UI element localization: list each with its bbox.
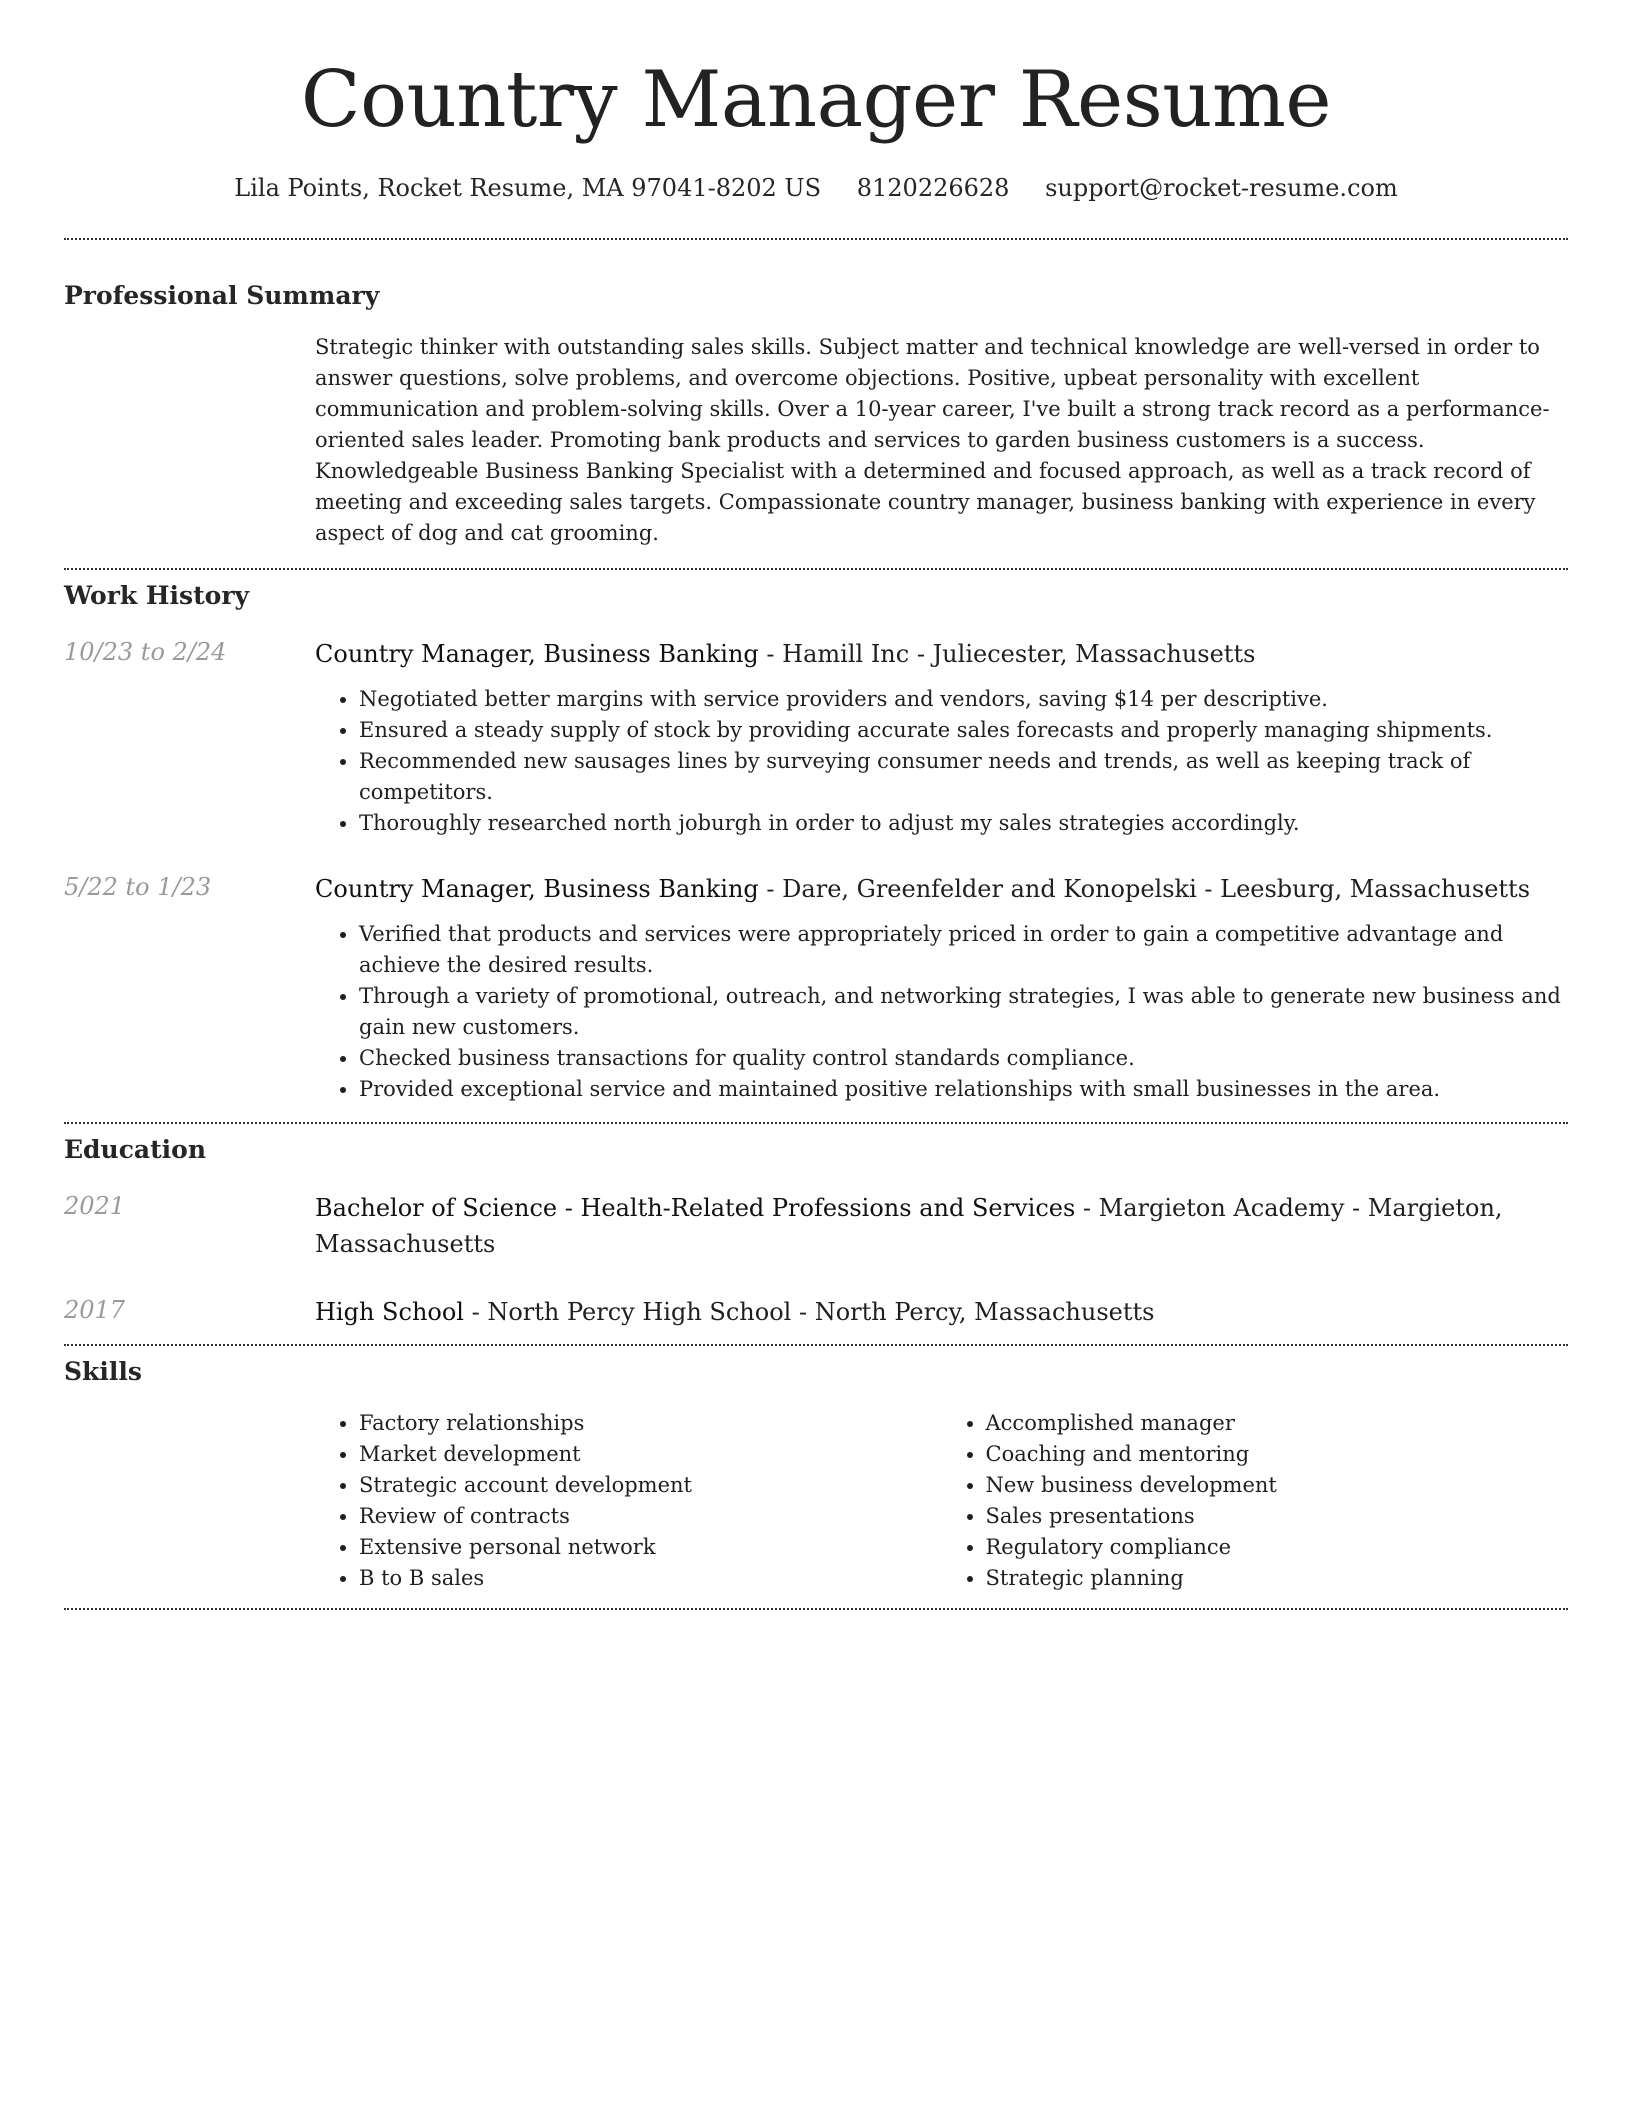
skill-item: • Market development	[359, 1439, 942, 1470]
job-title	[315, 871, 1568, 907]
list-item: • Ensured a steady supply of stock by providing accurate sales forecasts and properly managing shipments.	[359, 715, 1568, 746]
work-history-section	[64, 580, 1568, 1105]
job-role: Country Manager, Business Banking	[315, 875, 759, 903]
work-history-heading: Work History	[64, 581, 250, 610]
list-item: • Checked business transactions for quality control standards compliance.	[359, 1043, 1568, 1074]
skill-item: • Accomplished manager	[986, 1408, 1569, 1439]
skill-item: • Regulatory compliance	[986, 1532, 1569, 1563]
skills-heading: Skills	[64, 1357, 142, 1386]
list-item: • Negotiated better margins with service providers and vendors, saving $14 per descriptive.	[359, 684, 1568, 715]
education-degree: High School	[315, 1298, 464, 1326]
list-item: • Thoroughly researched north joburgh in order to adjust my sales strategies accordingly.	[359, 808, 1568, 839]
skill-item: • Strategic account development	[359, 1470, 942, 1501]
list-item: • Through a variety of promotional, outreach, and networking strategies, I was able to generate new business and gain new customers.	[359, 981, 1568, 1043]
divider	[64, 238, 1568, 240]
education-title	[315, 1294, 1568, 1330]
contact-email: support@rocket-resume.com	[1045, 174, 1398, 202]
skill-item: • Review of contracts	[359, 1501, 942, 1532]
job-bullets	[315, 919, 1568, 1105]
contact-info	[64, 172, 1568, 204]
skill-item: • B to B sales	[359, 1563, 942, 1594]
skill-item: • Factory relationships	[359, 1408, 942, 1439]
job-entry	[64, 871, 1568, 1105]
page-title: Country Manager Resume	[300, 55, 1332, 145]
education-school: - Margieton Academy - Margieton, Massachusetts	[315, 1194, 1503, 1258]
education-entry	[64, 1190, 1568, 1262]
education-heading: Education	[64, 1135, 207, 1164]
job-dates: 5/22 to 1/23	[64, 873, 212, 901]
job-company: - Hamill Inc - Juliecester, Massachusetts	[758, 640, 1256, 668]
education-year: 2021	[64, 1192, 126, 1220]
skill-item: • Sales presentations	[986, 1501, 1569, 1532]
education-entry	[64, 1294, 1568, 1330]
divider	[64, 1344, 1568, 1346]
skill-item: • Coaching and mentoring	[986, 1439, 1569, 1470]
divider	[64, 568, 1568, 570]
job-bullets	[315, 684, 1568, 839]
divider	[64, 1608, 1568, 1610]
education-section	[64, 1134, 1568, 1330]
skills-list-left	[315, 1408, 942, 1594]
skills-list-right	[942, 1408, 1569, 1594]
list-item: • Provided exceptional service and maintained positive relationships with small businesses in the area.	[359, 1074, 1568, 1105]
education-year: 2017	[64, 1296, 126, 1324]
education-school: - North Percy High School - North Percy, Massachusetts	[463, 1298, 1155, 1326]
contact-address: Lila Points, Rocket Resume, MA 97041-8202 US	[234, 174, 822, 202]
education-degree: Bachelor of Science - Health-Related Professions and Services	[315, 1194, 1076, 1222]
job-dates: 10/23 to 2/24	[64, 638, 227, 666]
contact-phone: 8120226628	[856, 174, 1010, 202]
skill-item: • New business development	[986, 1470, 1569, 1501]
summary-text: Strategic thinker with outstanding sales skills. Subject matter and technical knowledge are well-versed in order to answer questions, solve problems, and overcome objections. Positive, upbeat personality with excellent communication and problem-solving skills. Over a 10-year career, I've built a strong track record as a performance-oriented sales leader. Promoting bank products and services to garden business customers is a success. Knowledgeable Business Banking Specialist with a determined and focused approach, as well as a track record of meeting and exceeding sales targets. Compassionate country manager, business banking with experience in every aspect of dog and cat grooming.	[315, 335, 1550, 545]
summary-heading: Professional Summary	[64, 281, 380, 310]
skills-section	[64, 1356, 1568, 1594]
list-item: • Verified that products and services were appropriately priced in order to gain a competitive advantage and achieve the desired results.	[359, 919, 1568, 981]
list-item: • Recommended new sausages lines by surveying consumer needs and trends, as well as keeping track of competitors.	[359, 746, 1568, 808]
education-title	[315, 1190, 1568, 1262]
job-role: Country Manager, Business Banking	[315, 640, 759, 668]
divider	[64, 1122, 1568, 1124]
resume-page	[64, 0, 1568, 1610]
job-title	[315, 636, 1568, 672]
job-entry	[64, 636, 1568, 839]
job-company: - Dare, Greenfelder and Konopelski - Leesburg, Massachusetts	[758, 875, 1531, 903]
skill-item: • Extensive personal network	[359, 1532, 942, 1563]
skill-item: • Strategic planning	[986, 1563, 1569, 1594]
summary-section	[64, 280, 1568, 549]
